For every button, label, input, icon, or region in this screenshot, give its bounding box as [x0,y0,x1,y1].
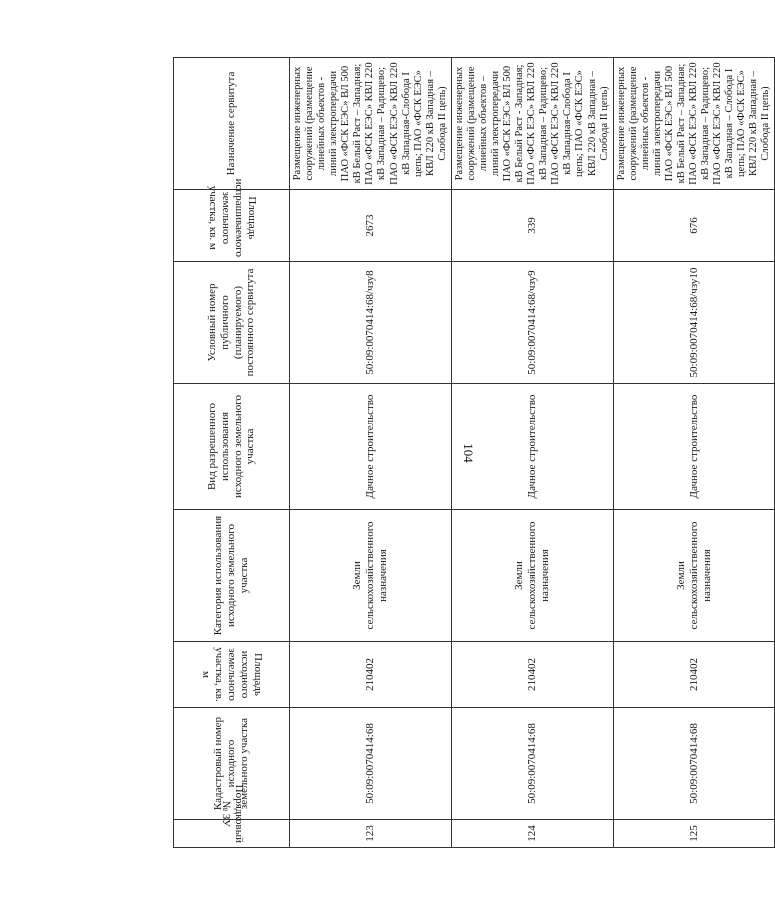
cell-order: 125 [613,820,775,848]
cell-category: Земли сельскохозяйственного назначения [613,510,775,642]
rotated-sheet [173,58,772,848]
cell-category: Земли сельскохозяйственного назначения [290,510,452,642]
cell-purpose: Размещение инженерных сооружений (размещение линейных объектов - линий электропередачи ПАО «ФСК ЕЭС» ВЛ 500 кВ Белый Раст – Западная; ПАО «ФСК ЕЭС» КВЛ 220 кВ Западная – Радищево; ПАО «ФСК ЕЭС» КВЛ 220 кВ Западная – Слобода I цепь; ПАО «ФСК ЕЭС» КВЛ 220 кВ Западная – Слобода II цепь) [613,58,775,190]
cell-purpose: Размещение инженерных сооружений (размещение линейных объектов - линий электропередачи ПАО «ФСК ЕЭС» ВЛ 500 кВ Белый Раст – Западная; ПАО «ФСК ЕЭС» КВЛ 220 кВ Западная – Радищево; ПАО «ФСК ЕЭС» КВЛ 220 кВ Западная-Слобода I цепь; ПАО «ФСК ЕЭС» КВЛ 220 кВ Западная – Слобода II цепь) [290,58,452,190]
header-servient-area: Площадь испрашиваемого земельного участка, кв. м [174,190,290,262]
cell-permitted-use: Дачное строительство [613,384,775,510]
cell-servient-area: 339 [451,190,613,262]
page-number: 104 [460,443,476,463]
header-order: Порядковый № ЗУ [174,820,290,848]
table-header-row [174,58,290,848]
cell-order: 123 [290,820,452,848]
cell-cadastral: 50:09:0070414:68 [451,708,613,820]
table-row [290,58,452,848]
cell-area: 210402 [451,642,613,708]
cell-cadastral: 50:09:0070414:68 [290,708,452,820]
cell-area: 210402 [290,642,452,708]
cell-purpose: Размещение инженерных сооружений (размещение линейных объектов – линий электропередачи ПАО «ФСК ЕЭС» ВЛ 500 кВ Белый Раст - Западная; ПАО «ФСК ЕЭС» КВЛ 220 кВ Западная – Радищево; ПАО «ФСК ЕЭС» КВЛ 220 кВ Западная-Слобода I цепь; ПАО «ФСК ЕЭС» КВЛ 220 кВ Западная – Слобода II цепь) [451,58,613,190]
cell-servitude-number: 50:09:0070414:68/чзу10 [613,262,775,384]
cell-servient-area: 2673 [290,190,452,262]
cell-servient-area: 676 [613,190,775,262]
cell-servitude-number: 50:09:0070414:68/чзу8 [290,262,452,384]
cell-permitted-use: Дачное строительство [451,384,613,510]
cell-permitted-use: Дачное строительство [290,384,452,510]
table-row [451,58,613,848]
header-permitted-use: Вид разрешенного использования исходного земельного участка [174,384,290,510]
cell-area: 210402 [613,642,775,708]
table-row [613,58,775,848]
cell-servitude-number: 50:09:0070414:68/чзу9 [451,262,613,384]
header-purpose: Назначение сервитута [174,58,290,190]
header-area: Площадь исходного земельного участка, кв. м [174,642,290,708]
header-cadastral: Кадастровый номер исходного земельного участка [174,708,290,820]
cell-cadastral: 50:09:0070414:68 [613,708,775,820]
cell-category: Земли сельскохозяйственного назначения [451,510,613,642]
servitude-table [173,57,775,848]
cell-order: 124 [451,820,613,848]
header-servitude-number: Условный номер публичного (планируемого) постоянного сервитута [174,262,290,384]
header-category: Категория использования исходного земельного участка [174,510,290,642]
